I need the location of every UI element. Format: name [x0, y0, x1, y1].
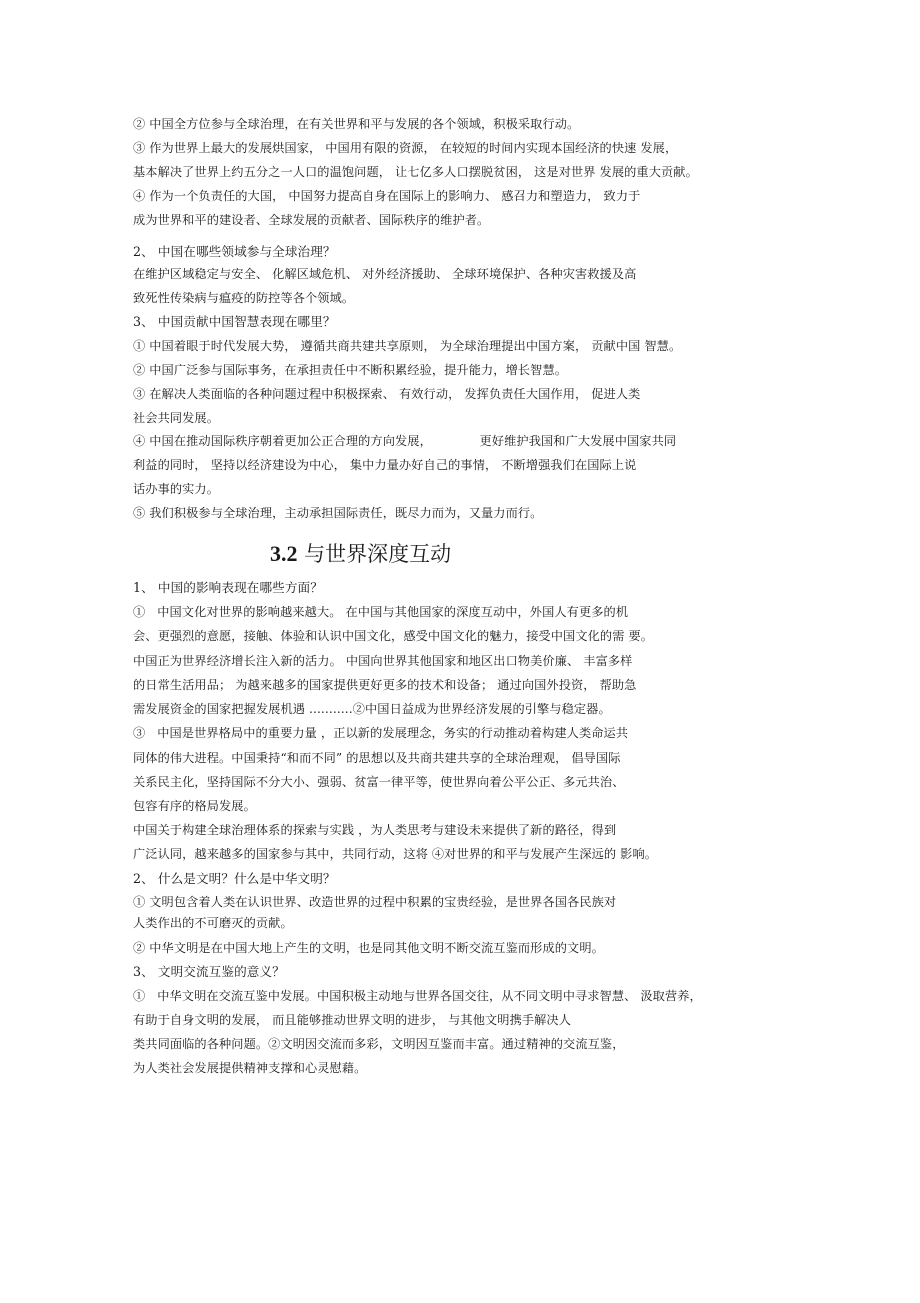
- paragraph-line: 基本解决了世界上约五分之一人口的温饱问题， 让七亿多人口摆脱贫困， 这是对世界 发展的重大贡献。: [133, 165, 698, 179]
- paragraph-line: 同体的伟大进程。中国秉持“和而不同” 的思想以及共商共建共享的全球治理观， 倡导国际: [133, 751, 621, 765]
- paragraph-line: ③ 在解决人类面临的各种问题过程中积极探索、 有效行动， 发挥负责任大国作用， 促进人类: [133, 387, 641, 401]
- question-heading: 3、 中国贡献中国智慧表现在哪里？: [133, 314, 336, 329]
- paragraph-line: 包容有序的格局发展。: [133, 799, 256, 813]
- paragraph-line: ② 中国全方位参与全球治理，在有关世界和平与发展的各个领域，积极采取行动。: [133, 117, 580, 131]
- section-number: 3.2: [270, 541, 298, 566]
- paragraph-line: 需发展资金的国家把握发展机遇 ...........②中国日益成为世界经济发展的引擎与稳定器。: [133, 702, 611, 716]
- section-heading: [270, 541, 451, 567]
- section-title: 与世界深度互动: [297, 542, 452, 566]
- paragraph-line: 的日常生活用品； 为越来越多的国家提供更好更多的技术和设备； 通过向国外投资， 帮助急: [133, 678, 637, 692]
- paragraph-line: ③ 中国是世界格局中的重要力量 ，正以新的发展理念，务实的行动推动着构建人类命运共: [133, 726, 629, 740]
- paragraph-line: 社会共同发展。: [133, 411, 220, 425]
- paragraph-line: 会、更强烈的意愿，接触、体验和认识中国文化，感受中国文化的魅力，接受中国文化的需 要。: [133, 629, 654, 643]
- paragraph-line: 话办事的实力。: [133, 482, 220, 496]
- paragraph-line: 中国关于构建全球治理体系的探索与实践 ，为人类思考与建设未来提供了新的路径，得到: [133, 823, 617, 837]
- paragraph-line: 利益的同时， 坚持以经济建设为中心， 集中力量办好自己的事情， 不断增强我们在国际上说: [133, 458, 637, 472]
- paragraph-line: ① 中华文明在交流互鉴中发展。中国积极主动地与世界各国交往，从不同文明中寻求智慧、 汲取营养，: [133, 989, 702, 1003]
- question-heading: 2、 什么是文明？什么是中华文明？: [133, 871, 336, 886]
- paragraph-line: 广泛认同，越来越多的国家参与其中，共同行动，这将 ④对世界的和平与发展产生深远的 影响。: [133, 847, 658, 861]
- paragraph-line: ① 中国文化对世界的影响越来越大。 在中国与其他国家的深度互动中，外国人有更多的机: [133, 605, 629, 619]
- paragraph-line: 为人类社会发展提供精神支撑和心灵慰藉。: [133, 1061, 367, 1075]
- paragraph-line: 成为世界和平的建设者、全球发展的贡献者、国际秩序的维护者。: [133, 213, 490, 227]
- paragraph-line: 中国正为世界经济增长注入新的活力。 中国向世界其他国家和地区出口物美价廉、 丰富多样: [133, 654, 633, 668]
- paragraph-line: ④ 中国在推动国际秩序朝着更加公正合理的方向发展， 更好维护我国和广大发展中国家共同: [133, 434, 677, 448]
- paragraph-line: 在维护区域稳定与安全、 化解区域危机、 对外经济援助、 全球环境保护、各种灾害救援及高: [133, 267, 637, 281]
- paragraph-line: 致死性传染病与瘟疫的防控等各个领域。: [133, 291, 355, 305]
- paragraph-line: ⑤ 我们积极参与全球治理，主动承担国际责任，既尽力而为，又量力而行。: [133, 506, 543, 520]
- paragraph-line: 有助于自身文明的发展， 而且能够推动世界文明的进步， 与其他文明携手解决人: [133, 1013, 572, 1027]
- paragraph-line: 类共同面临的各种问题。②文明因交流而多彩，文明因互鉴而丰富。通过精神的交流互鉴，: [133, 1037, 625, 1051]
- paragraph-line: ② 中华文明是在中国大地上产生的文明，也是同其他文明不断交流互鉴而形成的文明。: [133, 941, 604, 955]
- paragraph-line: ① 中国着眼于时代发展大势， 遵循共商共建共享原则， 为全球治理提出中国方案， 贡献中国 智慧。: [133, 339, 682, 353]
- paragraph-line: ② 中国广泛参与国际事务，在承担责任中不断积累经验，提升能力，增长智慧。: [133, 363, 568, 377]
- question-heading: 2、 中国在哪些领域参与全球治理？: [133, 244, 336, 259]
- question-heading: 3、 文明交流互鉴的意义？: [133, 964, 285, 979]
- paragraph-line: ① 文明包含着人类在认识世界、改造世界的过程中积累的宝贵经验，是世界各国各民族对: [133, 895, 617, 909]
- paragraph-line: 人类作出的不可磨灭的贡献。: [133, 916, 293, 930]
- paragraph-line: ③ 作为世界上最大的发展烘国家， 中国用有限的资源， 在较短的时间内实现本国经济的快速 发展，: [133, 141, 678, 155]
- paragraph-line: 关系民主化，坚持国际不分大小、强弱、贫富一律平等，使世界向着公平公正、多元共治、: [133, 775, 625, 789]
- paragraph-line: ④ 作为一个负责任的大国， 中国努力提高自身在国际上的影响力、 感召力和塑造力， 致力于: [133, 189, 641, 203]
- question-heading: 1、 中国的影响表现在哪些方面？: [133, 580, 323, 595]
